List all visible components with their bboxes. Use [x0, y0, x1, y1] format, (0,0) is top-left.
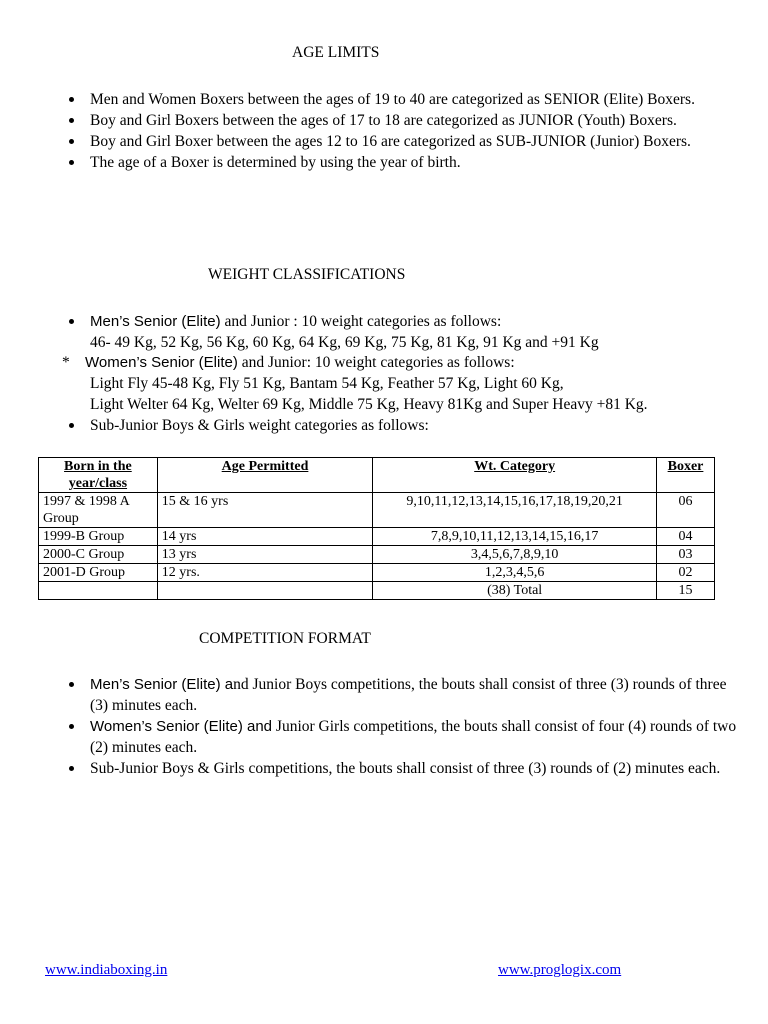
list-item: Sub-Junior Boys & Girls competitions, the bouts shall consist of three (3) rounds of (2) minutes each. [90, 758, 740, 779]
list-item: Men and Women Boxers between the ages of 19 to 40 are categorized as SENIOR (Elite) Boxers. [90, 89, 740, 110]
list-item: Men’s Senior (Elite) and Junior Boys competitions, the bouts shall consist of three (3) rounds of three (3) minutes each. [90, 674, 740, 716]
age-limits-heading: AGE LIMITS [292, 44, 380, 61]
bullet-icon [69, 766, 74, 771]
list-item: The age of a Boxer is determined by using the year of birth. [90, 152, 740, 173]
list-item: Sub-Junior Boys & Girls weight categories as follows: [90, 415, 740, 436]
women-weights-intro: Women’s Senior (Elite) and Junior: 10 weight categories as follows: [85, 354, 515, 371]
bullet-icon [69, 97, 74, 102]
competition-format-heading: COMPETITION FORMAT [199, 630, 371, 647]
bullet-icon [69, 724, 74, 729]
table-header-row [39, 458, 715, 493]
men-weight-categories: 46- 49 Kg, 52 Kg, 56 Kg, 60 Kg, 64 Kg, 69 Kg, 75 Kg, 81 Kg, 91 Kg and +91 Kg [90, 334, 599, 351]
bullet-icon [69, 139, 74, 144]
men-weights-list [90, 311, 740, 353]
list-item: Women’s Senior (Elite) and Junior Girls competitions, the bouts shall consist of four (4) rounds of two (2) minutes each. [90, 716, 740, 758]
bullet-icon [69, 160, 74, 165]
column-header-age: Age Permitted [157, 458, 372, 493]
bullet-icon [69, 423, 74, 428]
bullet-icon [69, 682, 74, 687]
bullet-icon [69, 319, 74, 324]
bullet-icon [69, 118, 74, 123]
subjunior-weight-table [38, 457, 715, 600]
table-row: 1997 & 1998 A Group 15 & 16 yrs 9,10,11,12,13,14,15,16,17,18,19,20,21 06 [39, 493, 715, 528]
table-row: 1999-B Group 14 yrs 7,8,9,10,11,12,13,14,15,16,17 04 [39, 528, 715, 546]
column-header-wt-category: Wt. Category [373, 458, 657, 493]
asterisk-marker: * [62, 354, 70, 371]
competition-format-list [90, 674, 740, 779]
women-weights-line-2: Light Welter 64 Kg, Welter 69 Kg, Middle 75 Kg, Heavy 81Kg and Super Heavy +81 Kg. [90, 396, 648, 413]
age-limits-list [90, 89, 740, 173]
table-row: 2001-D Group 12 yrs. 1,2,3,4,5,6 02 [39, 564, 715, 582]
column-header-born: Born in the year/class [39, 458, 158, 493]
table-row-total: (38) Total 15 [39, 582, 715, 600]
table-row: 2000-C Group 13 yrs 3,4,5,6,7,8,9,10 03 [39, 546, 715, 564]
weight-classifications-heading: WEIGHT CLASSIFICATIONS [208, 266, 406, 283]
column-header-boxer: Boxer [657, 458, 715, 493]
footer-link-indiaboxing[interactable]: www.indiaboxing.in [45, 962, 168, 978]
list-item: Boy and Girl Boxer between the ages 12 to 16 are categorized as SUB-JUNIOR (Junior) Boxers. [90, 131, 740, 152]
women-weights-line-1: Light Fly 45-48 Kg, Fly 51 Kg, Bantam 54 Kg, Feather 57 Kg, Light 60 Kg, [90, 375, 564, 392]
list-item: Men’s Senior (Elite) and Junior : 10 weight categories as follows: 46- 49 Kg, 52 Kg, 56 Kg, 60 Kg, 64 Kg, 69 Kg, 75 Kg, 81 Kg, 91 Kg and +91 Kg [90, 311, 740, 353]
subjunior-weights-list [90, 415, 740, 436]
list-item: Boy and Girl Boxers between the ages of 17 to 18 are categorized as JUNIOR (Youth) Boxers. [90, 110, 740, 131]
footer-link-proglogix[interactable]: www.proglogix.com [498, 962, 622, 978]
